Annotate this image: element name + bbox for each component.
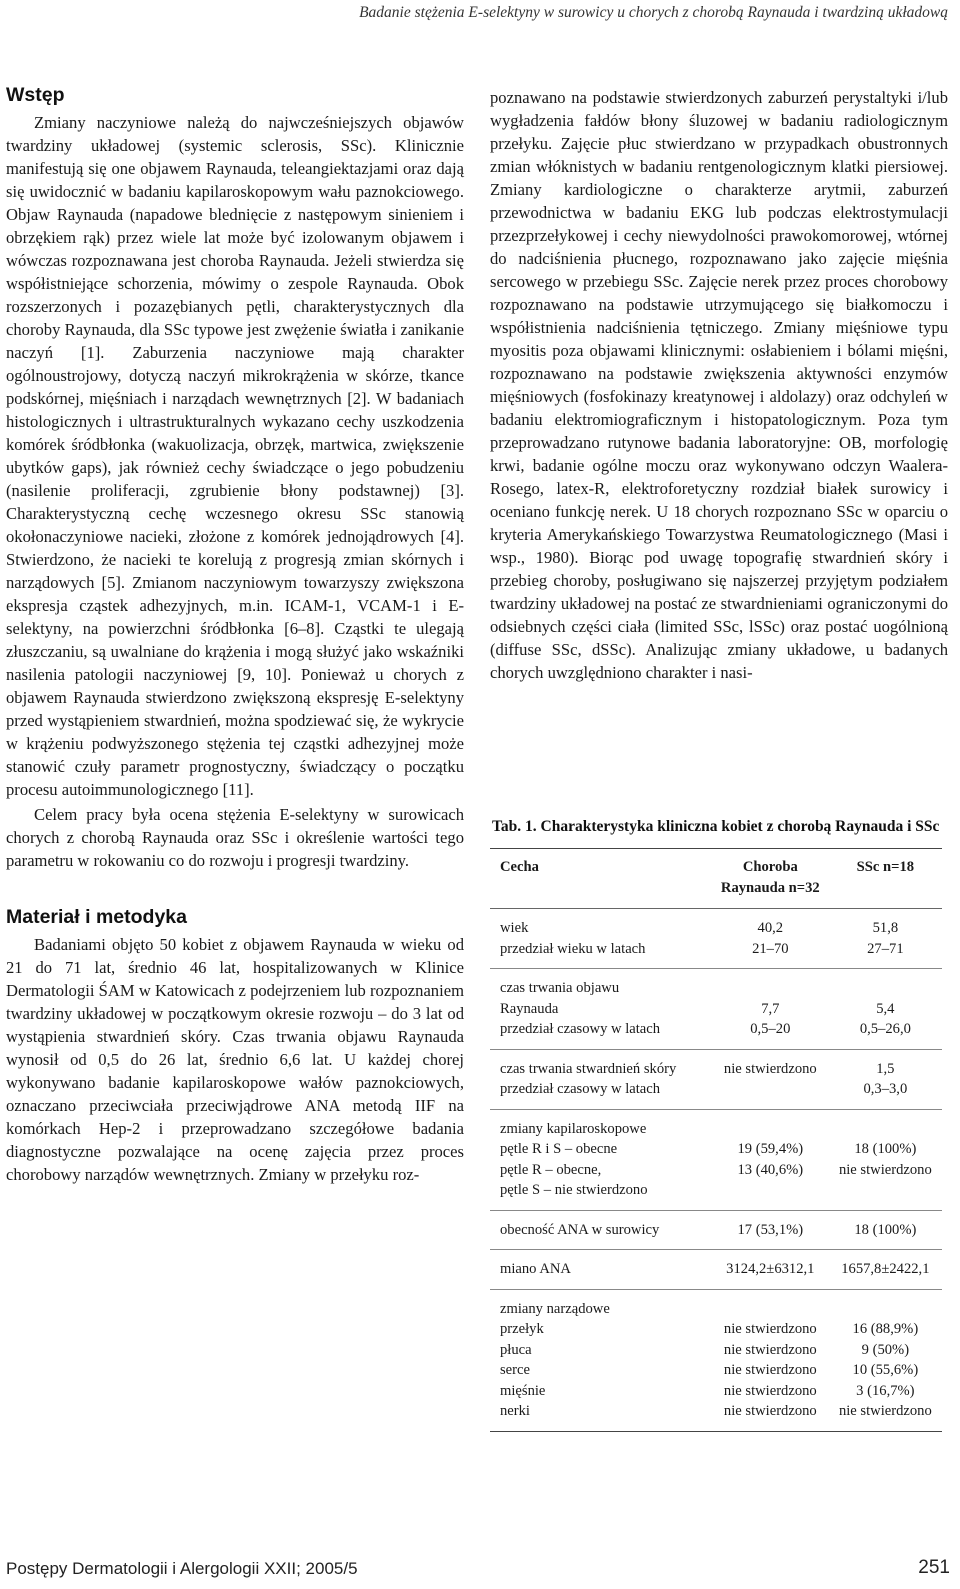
header-ssc: SSc n=18 <box>829 849 942 909</box>
right-column <box>490 86 948 684</box>
cell-line: 1657,8±2422,1 <box>841 1261 930 1277</box>
ssc-cell <box>829 1049 942 1109</box>
cell-line: pętle R i S – obecne <box>500 1141 618 1157</box>
cell-line: 27–71 <box>867 940 904 957</box>
table-row <box>490 969 942 1050</box>
cell-line: nie stwierdzono <box>723 1321 817 1337</box>
cell-line: 0,3–3,0 <box>863 1081 908 1097</box>
ssc-cell <box>829 909 942 969</box>
cell-line <box>833 1119 938 1140</box>
cell-line <box>833 1299 938 1320</box>
cell-line <box>716 1180 825 1201</box>
ssc-cell <box>829 1210 942 1250</box>
raynaud-cell <box>712 1250 829 1290</box>
raynaud-cell <box>712 969 829 1050</box>
cell-line: czas trwania stwardnień skóry <box>500 1060 677 1077</box>
cell-line: przedział czasowy w latach <box>500 1081 661 1097</box>
cell-line: mięśnie <box>500 1382 546 1399</box>
cell-line: wiek <box>500 920 529 936</box>
cell-line: 1,5 <box>876 1060 895 1077</box>
intro-paragraph-1: Zmiany naczyniowe należą do najwcześniejszych objawów twardziny układowej (systemic sclerosis, SSc). Klinicznie manifestują się one objawem Raynauda, teleangiektazjami oraz dają się uwidocznić w badaniu kapilaroskopowym wału paznokciowego. Objaw Raynauda (napadowe blednięcie z następowym sinieniem i obrzękiem rąk) przez wiele lat może być izolowanym objawem i wówczas rozpoznawana jest choroba Raynauda. Jeżeli stwierdza się współistniejące schorzenia, mówimy o zespole Raynauda. Obok rozszerzonych i pozazębianych pętli, charakterystycznych dla choroby Raynauda, dla SSc typowe jest zwężenie światła i zanikanie naczyń [1]. Zaburzenia naczyniowe mają charakter ogólnoustrojowy, dotyczą naczyń mikrokrążenia w skórze, tkance podskórnej, mięśniach i narządach wewnętrznych [2]. W badaniach histologicznych i ultrastrukturalnych wykazano cechy uszkodzenia komórek śródbłonka (wakuolizacja, obrzęk, martwica, zwiększenie ubytków gaps), jak również cechy świadczące o jego pobudzeniu (nasilenie proliferacji, zgrubienie błony podstawnej) [3]. Charakterystyczną cechę wczesnego okresu SSc stanowią okołonaczyniowe nacieki, złożone z komórek jednojądrowych [4]. Stwierdzono, że nacieki te korelują z progresją zmian skórnych i narządowych [5]. Zmianom naczyniowym towarzyszy zwiększona ekspresja cząstek adhezyjnych, m.in. ICAM-1, VCAM-1 i E-selektyny, na powierzchni śródbłonka [6–8]. Cząstki te ulegają złuszczaniu, są uwalniane do krążenia i mogą służyć jako wskaźniki nasilenia patologii naczyniowej [9, 10]. Ponieważ u chorych z objawem Raynauda stwierdzono zwiększoną ekspresję E-selektyny przed wystąpieniem stwardnień, można spodziewać się, że wykrycie w krążeniu podwyższonego stężenia tej cząstki adhezyjnej może stanowić czuły parametr prognostyczny, świadczący o początku procesu autoimmunologicznego [11]. <box>6 113 464 799</box>
cell-line: nie stwierdzono <box>838 1161 932 1178</box>
raynaud-cell <box>712 1210 829 1250</box>
cell-line: 13 (40,6%) <box>737 1161 804 1178</box>
ssc-cell <box>829 1289 942 1431</box>
cell-line: przedział wieku w latach <box>500 940 646 957</box>
cell-line: zmiany kapilaroskopowe <box>500 1120 647 1137</box>
running-title: Badanie stężenia E-selektyny w surowicy u chorych z chorobą Raynauda i twardziną układową <box>359 4 948 21</box>
table-row <box>490 1049 942 1109</box>
methods-heading: Materiał i metodyka <box>6 906 187 928</box>
cell-line: 18 (100%) <box>854 1221 917 1238</box>
cell-line: 19 (59,4%) <box>737 1141 804 1157</box>
cell-line: 16 (88,9%) <box>852 1321 919 1337</box>
cell-line: nie stwierdzono <box>723 1341 817 1358</box>
intro-heading: Wstęp <box>6 84 65 106</box>
table-header-row <box>490 849 942 909</box>
ssc-cell <box>829 1250 942 1290</box>
cell-line: nie stwierdzono <box>838 1403 932 1419</box>
methods-paragraph: Badaniami objęto 50 kobiet z objawem Raynauda w wieku od 21 do 71 lat, średnio 46 lat, hospitalizowanych w Klinice Dermatologii ŚAM w Katowicach z podejrzeniem lub rozpoznaniem twardziny układowej w początkowym okresie rozwoju – do 3 lat od wystąpienia stwardnień skóry. Czas trwania objawu Raynauda wynosił od 0,5 do 26 lat, średnio 6,6 lat. U każdej chorej wykonywano badanie kapilaroskopowe wałów paznokciowych, oznaczano przeciwciała przeciwjądrowe ANA metodą IIF na komórkach Hep-2 i przeprowadzano szczegółowe badania diagnostyczne pozwalające na ocenę zajęcia przez proces chorobowy narządów wewnętrznych. Zmiany w przełyku roz- <box>6 935 464 1184</box>
cell-line: nerki <box>500 1403 530 1419</box>
cell-line: czas trwania objawu <box>500 980 620 996</box>
cell-line: nie stwierdzono <box>723 1060 817 1077</box>
cell-line: zmiany narządowe <box>500 1300 610 1317</box>
cell-line <box>716 1299 825 1320</box>
cell-line: Raynauda <box>500 1000 559 1017</box>
cell-line: 3124,2±6312,1 <box>726 1261 815 1277</box>
cell-line: 0,5–26,0 <box>859 1021 911 1037</box>
feature-cell <box>490 969 712 1050</box>
header-raynaud: Choroba Raynauda n=32 <box>712 849 829 909</box>
cell-line <box>716 1119 825 1140</box>
cell-line: 18 (100%) <box>854 1141 917 1157</box>
cell-line: 40,2 <box>757 920 784 936</box>
clinical-table-block <box>490 816 952 1432</box>
cell-line: 0,5–20 <box>750 1021 791 1037</box>
feature-cell <box>490 1049 712 1109</box>
table-row <box>490 1250 942 1290</box>
table-row <box>490 1289 942 1431</box>
cell-line: nie stwierdzono <box>723 1403 817 1419</box>
ssc-cell <box>829 1109 942 1210</box>
cell-line: miano ANA <box>500 1261 571 1277</box>
cell-line: 51,8 <box>872 920 899 936</box>
page-number: 251 <box>918 1557 950 1578</box>
cell-line: 5,4 <box>876 1000 895 1017</box>
table-row <box>490 1109 942 1210</box>
ssc-cell <box>829 969 942 1050</box>
feature-cell <box>490 1289 712 1431</box>
raynaud-cell <box>712 1049 829 1109</box>
cell-line: 21–70 <box>752 940 789 957</box>
cell-line: 9 (50%) <box>861 1341 910 1358</box>
table-body <box>490 909 942 1432</box>
cell-line: 3 (16,7%) <box>856 1382 915 1399</box>
cell-line: płuca <box>500 1341 532 1358</box>
cell-line: przedział czasowy w latach <box>500 1021 661 1037</box>
feature-cell <box>490 909 712 969</box>
cell-line <box>716 1079 825 1100</box>
cell-line <box>716 978 825 999</box>
raynaud-cell <box>712 1109 829 1210</box>
feature-cell <box>490 1210 712 1250</box>
cell-line <box>833 1180 938 1201</box>
feature-cell <box>490 1250 712 1290</box>
cell-line: obecność ANA w surowicy <box>500 1221 660 1238</box>
feature-cell <box>490 1109 712 1210</box>
cell-line: 17 (53,1%) <box>737 1221 804 1238</box>
cell-line: przełyk <box>500 1321 544 1337</box>
intro-paragraph-2: Celem pracy była ocena stężenia E-selektyny w surowicach chorych z chorobą Raynauda oraz SSc i określenie wartości tego parametru w rokowaniu co do rozwoju i progresji twardziny. <box>6 805 464 870</box>
raynaud-cell <box>712 909 829 969</box>
table-row <box>490 909 942 969</box>
cell-line: pętle R – obecne, <box>500 1161 602 1178</box>
cell-line: serce <box>500 1362 530 1378</box>
raynaud-cell <box>712 1289 829 1431</box>
left-column <box>6 84 464 1186</box>
cell-line: nie stwierdzono <box>723 1362 817 1378</box>
cell-line: nie stwierdzono <box>723 1382 817 1399</box>
cell-line: pętle S – nie stwierdzono <box>500 1182 648 1198</box>
journal-footer: Postępy Dermatologii i Alergologii XXII; 2005/5 <box>6 1559 358 1578</box>
cell-line: 10 (55,6%) <box>852 1362 919 1378</box>
cell-line: 7,7 <box>761 1000 780 1017</box>
table-caption: Tab. 1. Charakterystyka kliniczna kobiet z chorobą Raynauda i SSc <box>492 818 940 835</box>
methods-continued-paragraph: poznawano na podstawie stwierdzonych zaburzeń perystaltyki i/lub wygładzenia fałdów błony śluzowej w badaniu radiologicznym przełyku. Zajęcie płuc stwierdzano w przypadkach obustronnych zmian włóknistych w badaniu rentgenologicznym klatki piersiowej. Zmiany kardiologiczne o charakterze arytmii, zaburzeń przewodnictwa w badaniu EKG lub podczas elektrostymulacji przezprzełykowej i cechy niewydolności prawokomorowej, wtórnej do nadciśnienia płucnego, rozpoznawano jako zajęcie mięśnia sercowego w przebiegu SSc. Zajęcie nerek przez proces chorobowy rozpoznawano na podstawie utrzymującego się białkomoczu i współistnienia nadciśnienia tętniczego. Zmiany mięśniowe typu myositis poza objawami klinicznymi: osłabieniem i bólami mięśni, rozpoznawano na podstawie zwiększenia aktywności enzymów mięśniowych (fosfokinazy kreatynowej i aldolazy) oraz odchyleń w badaniu elektromiograficznym i histopatologicznym. Poza tym przeprowadzano rutynowe badania laboratoryjne: OB, morfologię krwi, badanie ogólne moczu oraz wykonywano odczyn Waalera-Rosego, latex-R, elektroforetyczny rozdział białek surowicy i oceniano funkcję nerek. U 18 chorych rozpoznano SSc w oparciu o kryteria Amerykańskiego Towarzystwa Reumatologicznego (Masi i wsp., 1980). Biorąc pod uwagę topografię stwardnień skóry i przebieg choroby, posługiwano się najszerzej przyjętym podziałem twardziny układowej na postać ze stwardnieniami ograniczonymi do odsiebnych części ciała (limited SSc, lSSc) oraz postać uogólnioną (diffuse SSc, dSSc). Analizując zmiany układowe, u badanych chorych uwzględniono charakter i nasi- <box>490 88 948 682</box>
table-row <box>490 1210 942 1250</box>
cell-line <box>833 978 938 999</box>
clinical-characteristics-table <box>490 848 942 1432</box>
header-feature: Cecha <box>490 849 712 909</box>
